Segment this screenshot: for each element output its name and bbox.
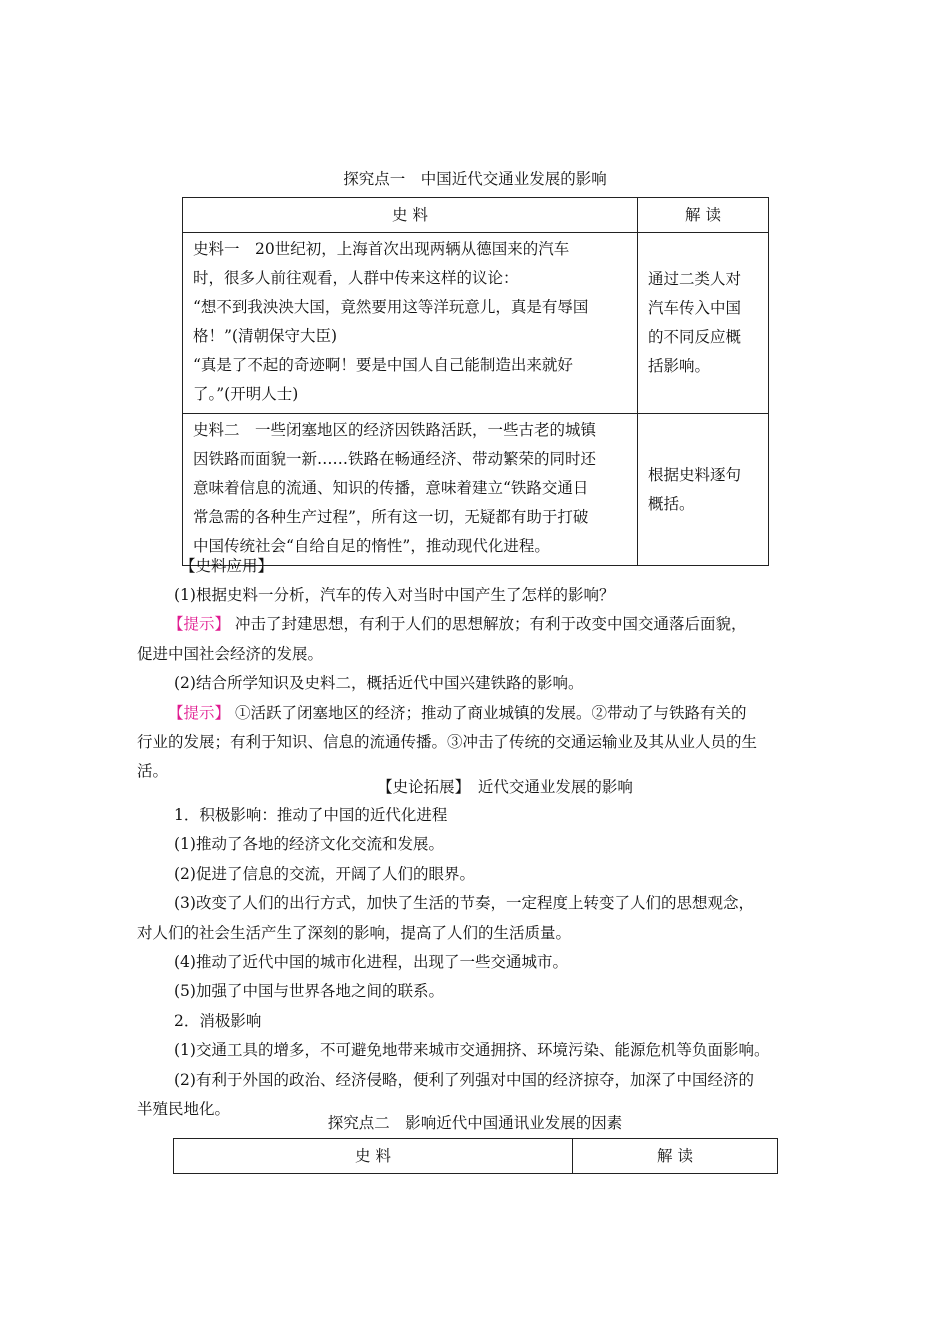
interp-line: 概括。 bbox=[648, 494, 695, 513]
table-row bbox=[183, 233, 769, 414]
table-header-row bbox=[174, 1139, 778, 1174]
extension-line: 2．消极影响 bbox=[174, 1011, 262, 1030]
section2-source-table bbox=[173, 1138, 778, 1174]
source-line: 史料一 20世纪初，上海首次出现两辆从德国来的汽车 bbox=[193, 240, 570, 258]
answer-1-line bbox=[137, 610, 817, 639]
answer-2-line: 活。 bbox=[137, 762, 169, 781]
application-body bbox=[137, 581, 817, 787]
source-line: 因铁路而面貌一新……铁路在畅通经济、带动繁荣的同时还 bbox=[193, 450, 597, 468]
extension-title: 【史论拓展】 近代交通业发展的影响 bbox=[377, 778, 633, 796]
interp-line: 括影响。 bbox=[648, 357, 711, 375]
extension-line: 1．积极影响：推动了中国的近代化进程 bbox=[174, 806, 448, 824]
question-1: (1)根据史料一分析，汽车的传入对当时中国产生了怎样的影响？ bbox=[174, 586, 615, 604]
answer-2-line: 行业的发展；有利于知识、信息的流通传播。③冲击了传统的交通运输业及其从业人员的生 bbox=[137, 733, 758, 752]
table-header-row bbox=[183, 198, 769, 233]
section1-source-table bbox=[182, 197, 769, 566]
source-line: 常急需的各种生产过程”，所有这一切，无疑都有助于打破 bbox=[193, 508, 589, 526]
source-line: 时，很多人前往观看，人群中传来这样的议论： bbox=[193, 269, 519, 287]
extension-line: 对人们的社会生活产生了深刻的影响，提高了人们的生活质量。 bbox=[137, 923, 572, 942]
interp-line: 汽车传入中国 bbox=[648, 299, 742, 317]
extension-body bbox=[137, 801, 817, 1124]
source-line: “真是了不起的奇迹啊！要是中国人自己能制造出来就好 bbox=[193, 356, 573, 374]
interpretation-cell bbox=[638, 414, 769, 566]
extension-line: (1)推动了各地的经济文化交流和发展。 bbox=[174, 835, 444, 854]
answer-2-line bbox=[137, 699, 817, 728]
hint-label: 【提示】 bbox=[168, 615, 231, 634]
table-row bbox=[183, 414, 769, 566]
source-cell bbox=[183, 414, 638, 566]
answer-1-line: 促进中国社会经济的发展。 bbox=[137, 644, 324, 663]
application-heading: 【史料应用】 bbox=[180, 557, 274, 575]
header-source: 史 料 bbox=[183, 198, 638, 233]
source-cell bbox=[183, 233, 638, 414]
interp-line: 的不同反应概 bbox=[648, 328, 742, 346]
section2-title: 探究点二 影响近代中国通讯业发展的因素 bbox=[327, 1114, 623, 1132]
extension-line: (4)推动了近代中国的城市化进程，出现了一些交通城市。 bbox=[174, 953, 568, 972]
source-line: 了。”(开明人士) bbox=[193, 385, 299, 403]
extension-line: (5)加强了中国与世界各地之间的联系。 bbox=[174, 982, 444, 1001]
section1-title: 探究点一 中国近代交通业发展的影响 bbox=[343, 170, 607, 188]
interp-line: 通过二类人对 bbox=[648, 270, 742, 288]
header-source: 史 料 bbox=[174, 1139, 573, 1174]
source-line: 意味着信息的流通、知识的传播，意味着建立“铁路交通日 bbox=[193, 479, 589, 497]
hint-label: 【提示】 bbox=[168, 703, 231, 722]
interpretation-cell bbox=[638, 233, 769, 414]
extension-line: (2)有利于外国的政治、经济侵略，便利了列强对中国的经济掠夺，加深了中国经济的 bbox=[174, 1070, 754, 1089]
interp-line: 根据史料逐句 bbox=[648, 465, 742, 484]
answer-text: 冲击了封建思想，有利于人们的思想解放；有利于改变中国交通落后面貌， bbox=[234, 615, 747, 634]
question-2: (2)结合所学知识及史料二，概括近代中国兴建铁路的影响。 bbox=[174, 674, 584, 693]
source-line: 格！”(清朝保守大臣) bbox=[193, 327, 338, 345]
source-line: 中国传统社会“自给自足的惰性”，推动现代化进程。 bbox=[193, 537, 550, 555]
extension-line: (1)交通工具的增多，不可避免地带来城市交通拥挤、环境污染、能源危机等负面影响。 bbox=[174, 1041, 770, 1060]
extension-line: 半殖民地化。 bbox=[137, 1100, 231, 1119]
header-interpretation: 解 读 bbox=[638, 198, 769, 233]
source-line: 史料二 一些闭塞地区的经济因铁路活跃，一些古老的城镇 bbox=[193, 421, 597, 439]
extension-line: (2)促进了信息的交流，开阔了人们的眼界。 bbox=[174, 864, 475, 883]
extension-line: (3)改变了人们的出行方式，加快了生活的节奏，一定程度上转变了人们的思想观念， bbox=[174, 894, 754, 913]
application-block bbox=[180, 552, 830, 581]
answer-text: ①活跃了闭塞地区的经济；推动了商业城镇的发展。②带动了与铁路有关的 bbox=[234, 703, 747, 722]
header-interpretation: 解 读 bbox=[573, 1139, 778, 1174]
source-line: “想不到我泱泱大国，竟然要用这等洋玩意儿，真是有辱国 bbox=[193, 298, 589, 316]
